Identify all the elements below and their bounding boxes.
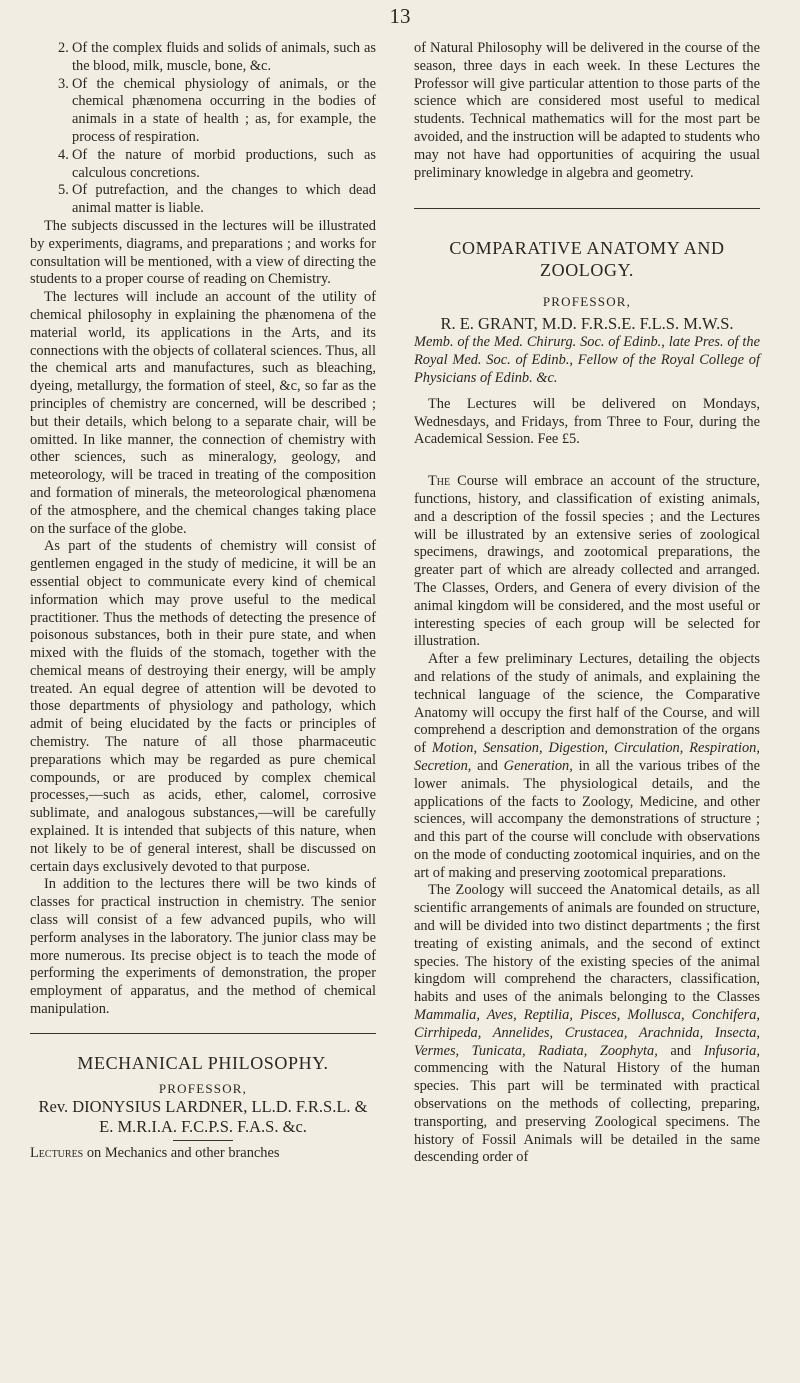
paragraph-zoology — [414, 882, 760, 1167]
lectures-lead: Lectures — [30, 1144, 84, 1161]
professor-credentials: Memb. of the Med. Chirurg. Soc. of Edinb., late Pres. of the Royal Med. Soc. of Edinb., Fellow of the Royal College of Physicians of Edinb. &c. — [414, 334, 760, 386]
classes-list: Mammalia, Aves, Reptilia, Pisces, Mollusca, Conchifera, Cirrhipeda, Annelides, Crustacea, Arachnida, Insecta, Vermes, Tunicata, Radiata, Zoophyta, — [414, 1007, 760, 1059]
paragraph-natural-philosophy: of Natural Philosophy will be delivered in the course of the season, three days in each week. In these Lectures the Professor will give particular attention to those parts of the science which are considered most useful to medical students. Technical mathematics will for the most part be avoided, and the instruction will be adapted to students who may not have had opportunities of acquiring the usual preliminary knowledge in algebra and geometry. — [414, 40, 760, 181]
organs-last: Generation, — [503, 757, 573, 774]
list-text: Of the complex fluids and solids of animals, such as the blood, milk, muscle, bone, &c. — [72, 40, 376, 74]
after-text-2: in all the various tribes of the lower animals. The physiological details, and the applications of the facts to Zoology, Medicine, and other sciences, will accompany the demonstrations of structure ; and this part of the course will conclude with observations on the mode of conducting zootomical inquiries, and on the art of making and preserving zootomical preparations. — [414, 757, 760, 881]
professor-name: Rev. DIONYSIUS LARDNER, LL.D. F.R.S.L. & E. M.R.I.A. F.C.P.S. F.A.S. &c. — [38, 1096, 368, 1136]
classes-last: Infusoria, — [703, 1042, 760, 1059]
left-column — [30, 40, 376, 1163]
lectures-rest: on Mechanics and other branches — [86, 1144, 280, 1161]
paragraph-lectures: The lectures will include an account of the utility of chemical philosophy in explaining the phænomena of the material world, its applications in the Arts, and its connections with the objects of collateral sciences. Thus, all the chemical arts and manufactures, such as bleaching, dyeing, metallurgy, the formation of steel, &c, so far as the principles of chemistry are concerned, will be described ; but their details, which belong to a separate chair, will be omitted. In like manner, the connection of chemistry with other sciences, such as mineralogy, geology, and meteorology, will be traced in treating of the composition and formation of minerals, the meteorological phænomena of the atmosphere, and the chemical changes taking place on the surface of the globe. — [30, 289, 376, 537]
paragraph-course — [414, 473, 760, 651]
section-heading-mechanical: MECHANICAL PHILOSOPHY. — [77, 1052, 329, 1073]
paragraph-addition: In addition to the lectures there will be two kinds of classes for practical instruction in chemistry. The senior class will consist of a few advanced pupils, who will perform analyses in the laboratory. The junior class may be more numerous. Its precise object is to teach the mode of performing the experiments of demonstration, the proper employment of apparatus, and the method of chemical manipulation. — [30, 876, 376, 1018]
list-text: Of putrefaction, and the changes to which dead animal matter is liable. — [72, 182, 376, 217]
list-number: 5. — [58, 182, 69, 199]
organs-list: Motion, Sensation, Digestion, Circulation, Respiration, Secretion, — [414, 740, 760, 774]
paragraph-schedule: The Lectures will be delivered on Mondays, Wednesdays, and Fridays, from Three to Four, during the Academical Session. Fee £5. — [414, 395, 760, 448]
professor-label: PROFESSOR, — [158, 1080, 248, 1096]
and-word-2: and — [670, 1042, 692, 1059]
course-text: Course will embrace an account of the structure, functions, history, and classification of existing animals, and a description of the fossil species ; and the Lectures will be illustrated by an extensive series of zoological specimens, drawings, and zootomical preparations, the greater part of which are already collected and arranged. The Classes, Orders, and Genera of every division of the animal kingdom will be considered, and the most useful or interesting species of each group will be selected for illustration. — [414, 473, 760, 650]
list-number: 3. — [58, 75, 69, 92]
professor-label: PROFESSOR, — [542, 294, 632, 310]
course-lead: The — [428, 473, 451, 490]
list-number: 2. — [58, 40, 69, 56]
list-item-2 — [58, 40, 376, 76]
paragraph-subjects: The subjects discussed in the lectures will be illustrated by experiments, diagrams, and preparations ; and works for consultation will be mentioned, with a view of directing the students to a proper course of reading on Chemistry. — [30, 217, 376, 288]
paragraph-after-preliminary — [414, 651, 760, 882]
short-divider — [173, 1140, 233, 1141]
paragraph-students: As part of the students of chemistry will consist of gentlemen engaged in the study of medicine, it will be an essential object to communicate every kind of chemical information which may prove useful to the medical practitioner. Thus the methods of detecting the presence of poisonous substances, both in their pure state, and when mixed with the fluids of the stomach, together with the chemical means of destroying their energy, will be amply treated. An equal degree of attention will be devoted to those departments of physiology and pathology, which admit of being elucidated by the facts or principles of chemistry. The nature of all those pharmaceutic preparations which may be regarded as pure chemical compounds, or are produced by complex chemical processes,—such as acids, ether, calomel, corrosive sublimate, and analogous substances,—will be carefully explained. It is intended that subjects of this nature, when not likely to be of general interest, shall be discussed on certain days exclusively devoted to that purpose. — [30, 538, 376, 875]
list-text: Of the nature of morbid productions, such as calculous concretions. — [72, 146, 376, 181]
zoology-text-2: commencing with the Natural History of the human species. This part will be terminated with practical observations on the methods of collecting, preparing, transporting, and preserving Zoological specimens. The history of Fossil Animals will be detailed in the same descending order of — [414, 1060, 760, 1166]
section-divider — [30, 1033, 376, 1034]
list-text: Of the chemical physiology of animals, or the chemical phænomena occurring in the bodies of animals in a state of health ; as, for example, the process of respiration. — [72, 75, 376, 145]
section-heading-comparative: COMPARATIVE ANATOMY AND ZOOLOGY. — [449, 238, 725, 281]
list-item-5 — [58, 182, 376, 218]
professor-name: R. E. GRANT, M.D. F.R.S.E. F.L.S. M.W.S. — [440, 314, 734, 334]
spacer — [414, 449, 760, 473]
paragraph-mechanics-intro — [30, 1145, 376, 1163]
right-column — [414, 40, 760, 1167]
zoology-text-1: The Zoology will succeed the Anatomical details, as all scientific arrangements of animals are founded on structure, and will be divided into two distinct departments ; the first treating of existing animals, and the second of extinct species. The history of the existing species of the animal kingdom will comprehend the characters, classification, habits and uses of the animals belonging to the Classes — [414, 882, 760, 1006]
after-text-1: After a few preliminary Lectures, detailing the objects and relations of the study of animals, and explaining the technical language of the science, the Comparative Anatomy will occupy the first half of the Course, and will comprehend a description and demonstration of the organs of — [414, 651, 760, 757]
section-divider — [414, 208, 760, 209]
list-item-3 — [58, 75, 376, 147]
list-item-4 — [58, 146, 376, 183]
and-word: and — [477, 757, 498, 774]
list-number: 4. — [58, 146, 69, 163]
page-number: 13 — [389, 4, 411, 28]
